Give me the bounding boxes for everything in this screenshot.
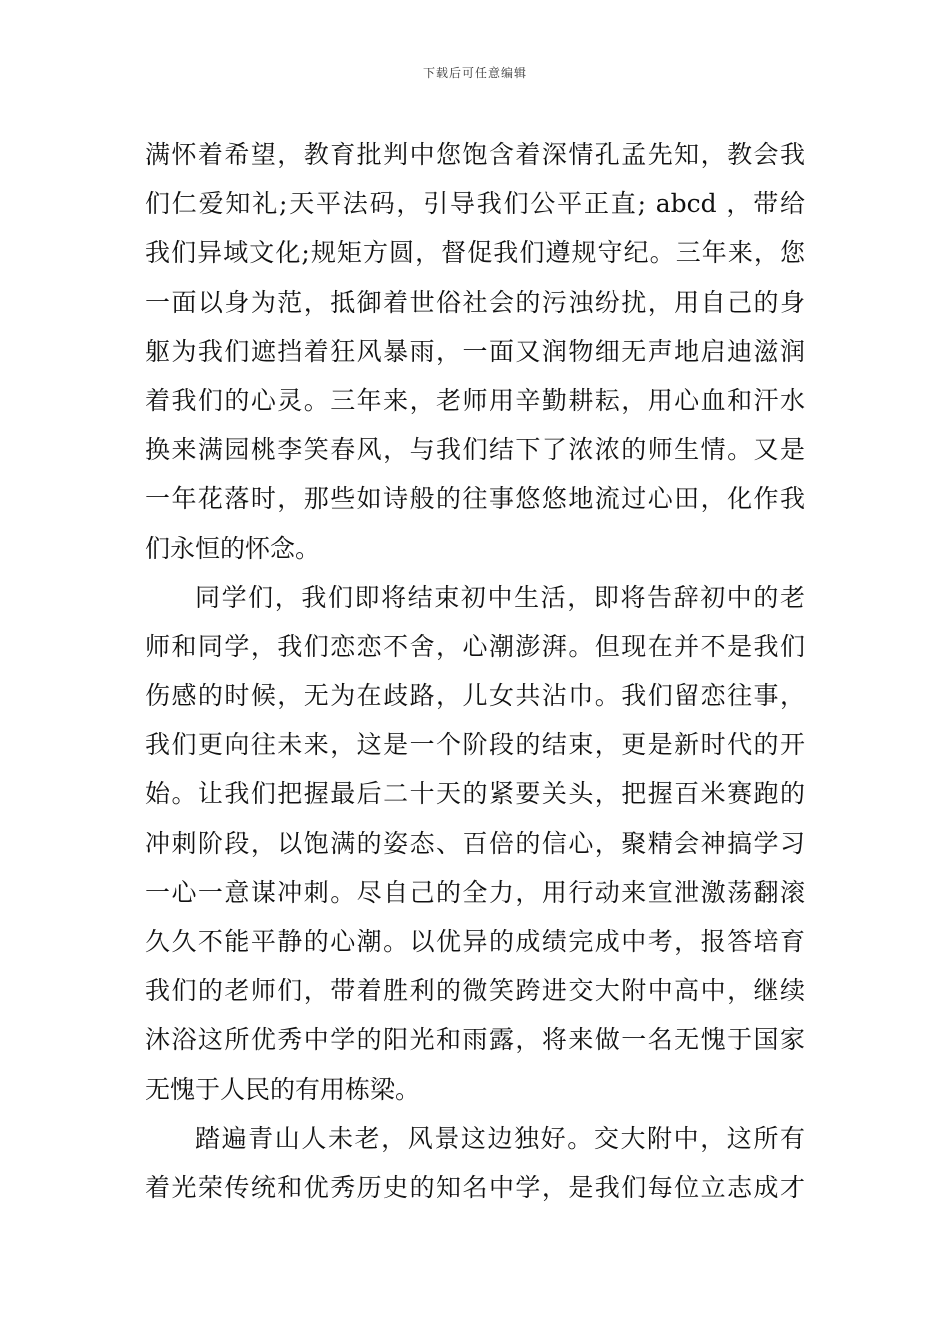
text-line: 躯为我们遮挡着狂风暴雨，一面又润物细无声地启迪滋润 [145, 336, 805, 366]
text-line: 一心一意谋冲刺。尽自己的全力，用行动来宣泄激荡翻滚 [145, 877, 805, 907]
text-line: 着光荣传统和优秀历史的知名中学，是我们每位立志成才 [145, 1172, 805, 1202]
text-line: 沐浴这所优秀中学的阳光和雨露，将来做一名无愧于国家 [145, 1025, 805, 1055]
text-line: 师和同学，我们恋恋不舍，心潮澎湃。但现在并不是我们 [145, 631, 805, 661]
paragraph-3 [145, 1114, 805, 1212]
text-line: 我们异域文化;规矩方圆，督促我们遵规守纪。三年来，您 [145, 238, 805, 268]
document-body [145, 130, 805, 1212]
paragraph-2 [145, 573, 805, 1114]
text-line: 满怀着希望，教育批判中您饱含着深情孔孟先知，教会我 [145, 140, 805, 169]
text-line: 换来满园桃李笑春风，与我们结下了浓浓的师生情。又是 [145, 435, 805, 465]
text-line: 始。让我们把握最后二十天的紧要关头，把握百米赛跑的 [145, 779, 805, 809]
text-line: 伤感的时候，无为在歧路，儿女共沾巾。我们留恋往事， [145, 681, 805, 711]
text-line: 踏遍青山人未老，风景这边独好。交大附中，这所有 [195, 1123, 805, 1153]
text-line: 久久不能平静的心潮。以优异的成绩完成中考，报答培育 [145, 927, 805, 956]
text-line: 无愧于人民的有用栋梁。 [145, 1074, 421, 1104]
page-header: 下载后可任意编辑 [422, 66, 527, 80]
text-line: 同学们，我们即将结束初中生活，即将告辞初中的老 [195, 582, 805, 612]
text-line: 们仁爱知礼;天平法码，引导我们公平正直; abcd ，带给 [145, 189, 805, 219]
text-line: 一面以身为范，抵御着世俗社会的污浊纷扰，用自己的身 [145, 287, 805, 317]
text-line: 冲刺阶段，以饱满的姿态、百倍的信心，聚精会神搞学习 [145, 828, 805, 858]
paragraph-1 [145, 130, 805, 573]
text-line: 们永恒的怀念。 [145, 533, 321, 563]
text-line: 我们的老师们，带着胜利的微笑跨进交大附中高中，继续 [145, 976, 805, 1006]
text-line: 我们更向往未来，这是一个阶段的结束，更是新时代的开 [145, 730, 805, 760]
text-line: 着我们的心灵。三年来，老师用辛勤耕耘，用心血和汗水 [145, 385, 805, 415]
text-line: 一年花落时，那些如诗般的往事悠悠地流过心田，化作我 [145, 484, 805, 514]
